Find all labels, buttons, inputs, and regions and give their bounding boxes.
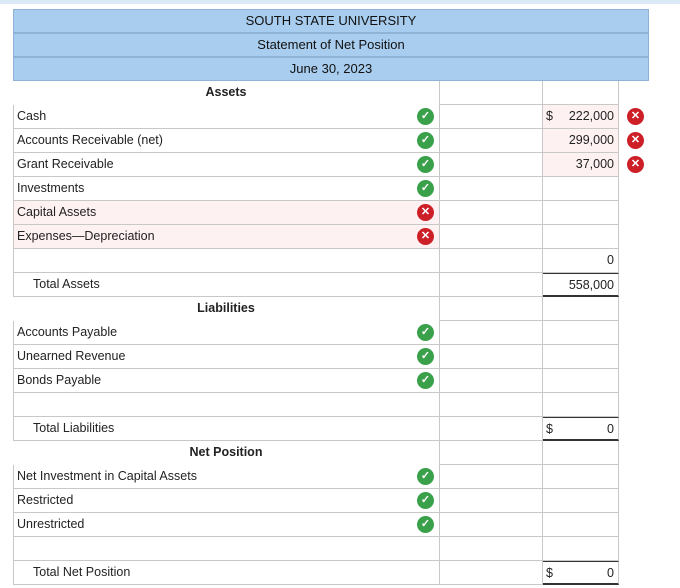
assets-heading-col2 — [440, 81, 543, 105]
top-accent-bar — [0, 0, 680, 4]
amount-col2-investments[interactable] — [440, 177, 543, 201]
check-circle-icon: ✓ — [417, 108, 434, 125]
total-assets-label: Total Assets — [13, 273, 440, 297]
amount-col2-liability-blank[interactable] — [440, 393, 543, 417]
amount-col2-net-blank[interactable] — [440, 537, 543, 561]
net-position-row-capital — [13, 465, 649, 489]
check-circle-icon: ✓ — [417, 468, 434, 485]
amount-value: 0 — [607, 253, 614, 267]
account-select-accounts-receivable[interactable]: Accounts Receivable (net) — [13, 129, 440, 153]
liabilities-heading-col2 — [440, 297, 543, 321]
account-select-expenses-depreciation[interactable]: Expenses—Depreciation — [13, 225, 440, 249]
x-circle-icon: ✕ — [417, 228, 434, 245]
total-net-position-label: Total Net Position — [13, 561, 440, 585]
account-select-liability-blank[interactable] — [13, 393, 440, 417]
x-circle-icon: ✕ — [417, 204, 434, 221]
total-liabilities-input[interactable] — [543, 417, 619, 441]
amount-input-ar[interactable] — [543, 129, 619, 153]
amount-input-blank[interactable] — [543, 249, 619, 273]
net-position-heading-col2 — [440, 441, 543, 465]
net-position-heading-col3 — [543, 441, 619, 465]
account-select-cash[interactable]: Cash — [13, 105, 440, 129]
asset-row-accounts-receivable — [13, 129, 649, 153]
amount-input-depreciation[interactable] — [543, 225, 619, 249]
asset-row-capital-assets — [13, 201, 649, 225]
total-liabilities-row — [13, 417, 649, 441]
amount-col2-unearned[interactable] — [440, 345, 543, 369]
total-net-position-col2[interactable] — [440, 561, 543, 585]
account-select-bonds-payable[interactable]: Bonds Payable — [13, 369, 440, 393]
liability-row-unearned-revenue — [13, 345, 649, 369]
assets-heading: Assets — [13, 81, 440, 105]
amount-col2-cash[interactable] — [440, 105, 543, 129]
amount-input-cash[interactable] — [543, 105, 619, 129]
total-liabilities-label: Total Liabilities — [13, 417, 440, 441]
amount-input-capital[interactable] — [543, 201, 619, 225]
check-circle-icon: ✓ — [417, 324, 434, 341]
check-circle-icon: ✓ — [417, 348, 434, 365]
account-select-restricted[interactable]: Restricted — [13, 489, 440, 513]
amount-value: 222,000 — [568, 109, 614, 123]
total-net-position-input[interactable] — [543, 561, 619, 585]
check-circle-icon: ✓ — [417, 156, 434, 173]
asset-row-blank — [13, 249, 649, 273]
asset-row-investments — [13, 177, 649, 201]
account-select-unrestricted[interactable]: Unrestricted — [13, 513, 440, 537]
total-assets-row — [13, 273, 649, 297]
net-position-section-row — [13, 441, 649, 465]
amount-value: 299,000 — [568, 133, 614, 147]
account-select-capital-assets[interactable]: Capital Assets — [13, 201, 440, 225]
amount-col2-restricted[interactable] — [440, 489, 543, 513]
statement-title: SOUTH STATE UNIVERSITY — [13, 9, 649, 33]
total-assets-input[interactable] — [543, 273, 619, 297]
statement-date: June 30, 2023 — [13, 57, 649, 81]
total-assets-col2[interactable] — [440, 273, 543, 297]
assets-heading-col3 — [543, 81, 619, 105]
liabilities-section-row — [13, 297, 649, 321]
amount-col2-grant[interactable] — [440, 153, 543, 177]
total-assets-value: 558,000 — [568, 278, 614, 292]
amount-col2-net-investment[interactable] — [440, 465, 543, 489]
amount-input-restricted[interactable] — [543, 489, 619, 513]
check-circle-icon: ✓ — [417, 372, 434, 389]
liability-row-accounts-payable — [13, 321, 649, 345]
net-position-row-blank — [13, 537, 649, 561]
account-select-grant-receivable[interactable]: Grant Receivable — [13, 153, 440, 177]
check-circle-icon: ✓ — [417, 132, 434, 149]
asset-row-grant-receivable — [13, 153, 649, 177]
amount-col2-blank[interactable] — [440, 249, 543, 273]
total-liabilities-col2[interactable] — [440, 417, 543, 441]
liability-row-bonds-payable — [13, 369, 649, 393]
amount-col2-ar[interactable] — [440, 129, 543, 153]
amount-input-grant[interactable] — [543, 153, 619, 177]
x-circle-icon: ✕ — [627, 156, 644, 173]
dollar-sign: $ — [546, 422, 553, 436]
check-circle-icon: ✓ — [417, 492, 434, 509]
dollar-sign: $ — [546, 566, 553, 580]
amount-col2-unrestricted[interactable] — [440, 513, 543, 537]
amount-value: 37,000 — [575, 157, 614, 171]
amount-input-investments[interactable] — [543, 177, 619, 201]
asset-row-cash — [13, 105, 649, 129]
liability-row-blank — [13, 393, 649, 417]
x-circle-icon: ✕ — [627, 108, 644, 125]
assets-section-row — [13, 81, 649, 105]
total-net-position-row — [13, 561, 649, 585]
account-select-net-investment[interactable]: Net Investment in Capital Assets — [13, 465, 440, 489]
liabilities-heading-col3 — [543, 297, 619, 321]
x-circle-icon: ✕ — [627, 132, 644, 149]
amount-col2-ap[interactable] — [440, 321, 543, 345]
total-net-position-value: 0 — [607, 566, 614, 580]
net-position-row-unrestricted — [13, 513, 649, 537]
amount-input-net-investment[interactable] — [543, 465, 619, 489]
liabilities-heading: Liabilities — [13, 297, 440, 321]
account-select-blank[interactable] — [13, 249, 440, 273]
amount-col2-bonds[interactable] — [440, 369, 543, 393]
check-circle-icon: ✓ — [417, 516, 434, 533]
net-position-row-restricted — [13, 489, 649, 513]
account-select-investments[interactable]: Investments — [13, 177, 440, 201]
account-select-accounts-payable[interactable]: Accounts Payable — [13, 321, 440, 345]
net-position-heading: Net Position — [13, 441, 440, 465]
statement-subtitle: Statement of Net Position — [13, 33, 649, 57]
dollar-sign: $ — [546, 109, 553, 123]
amount-input-liability-blank[interactable] — [543, 393, 619, 417]
amount-input-net-blank[interactable] — [543, 537, 619, 561]
account-select-unearned-revenue[interactable]: Unearned Revenue — [13, 345, 440, 369]
amount-input-unrestricted[interactable] — [543, 513, 619, 537]
asset-row-expenses-depreciation — [13, 225, 649, 249]
amount-input-unearned[interactable] — [543, 345, 619, 369]
check-circle-icon: ✓ — [417, 180, 434, 197]
amount-input-ap[interactable] — [543, 321, 619, 345]
amount-col2-capital[interactable] — [440, 201, 543, 225]
total-liabilities-value: 0 — [607, 422, 614, 436]
account-select-net-blank[interactable] — [13, 537, 440, 561]
amount-input-bonds[interactable] — [543, 369, 619, 393]
amount-col2-depreciation[interactable] — [440, 225, 543, 249]
